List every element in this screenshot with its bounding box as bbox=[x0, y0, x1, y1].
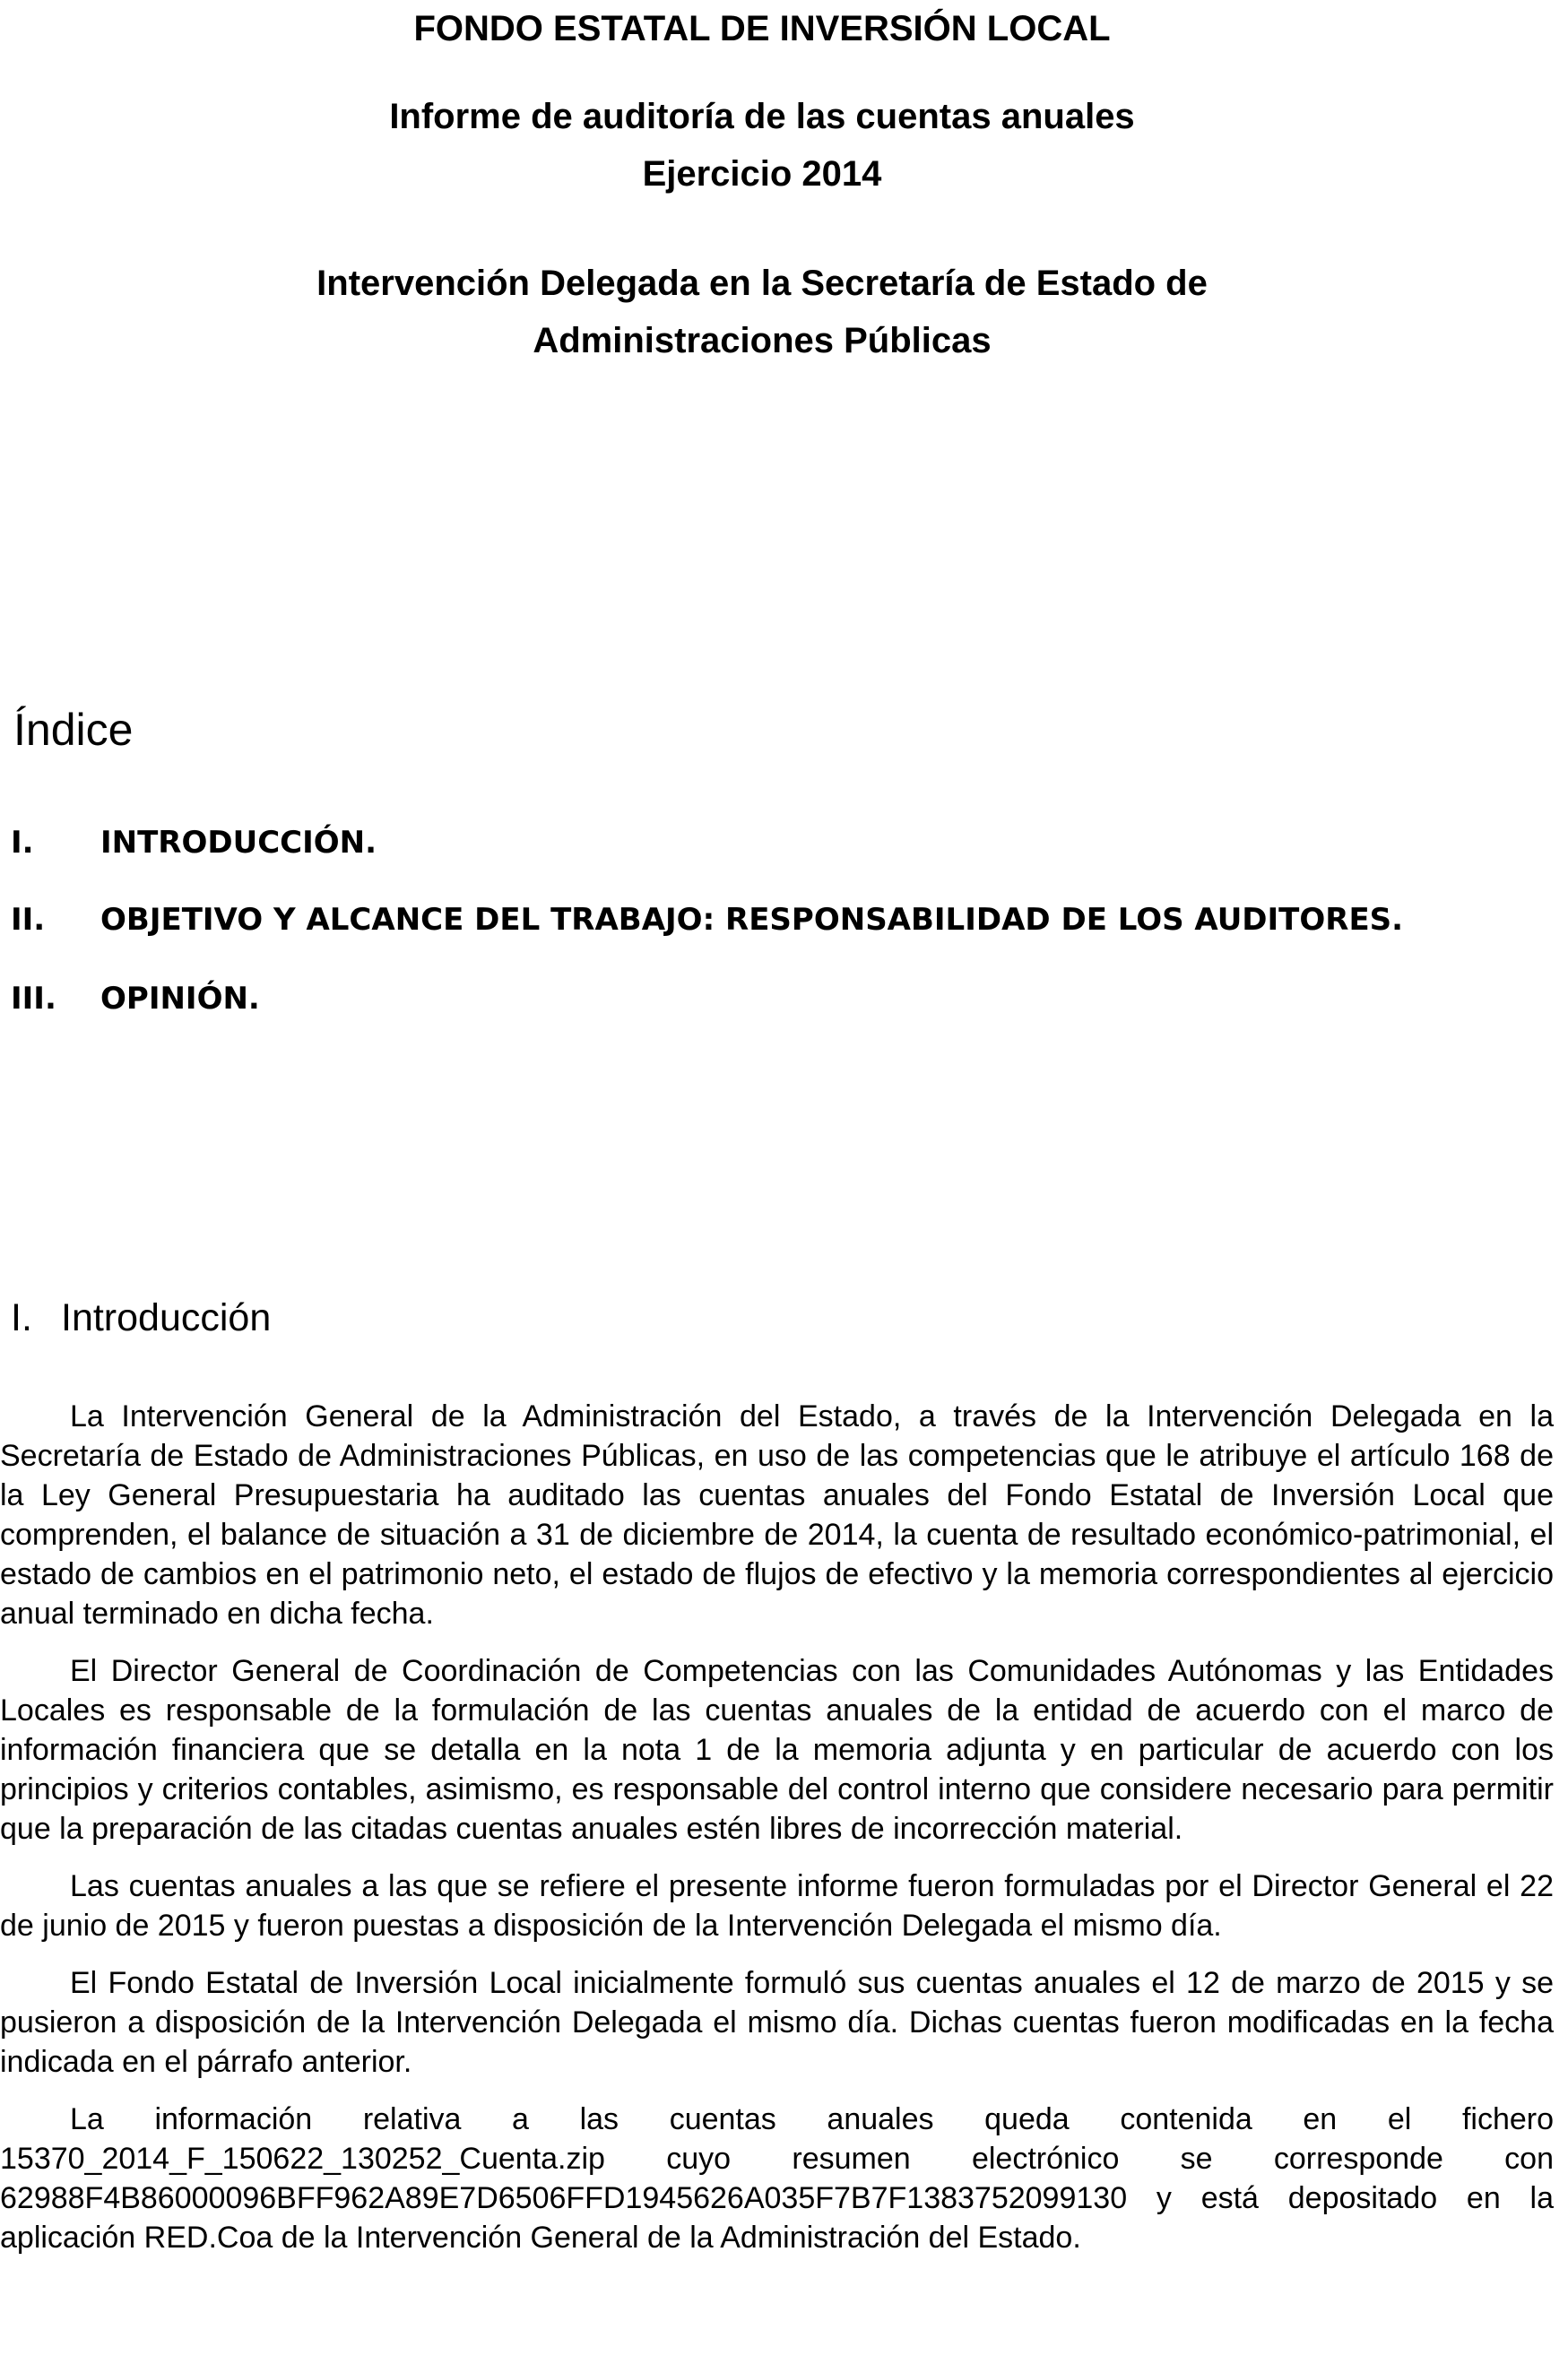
body-paragraph: El Director General de Coordinación de Competencias con las Comunidades Autónomas y las Entidades Locales es responsable de la formulación de las cuentas anuales de la entidad de acuerdo con el marco de información financiera que se detalla en la nota 1 de la memoria adjunta y en particular de acuerdo con los principios y criterios contables, asimismo, es responsable del control interno que considere necesario para permitir que la preparación de las citadas cuentas anuales estén libres de incorrección material. bbox=[0, 1654, 1554, 1846]
toc-item-number: I. bbox=[11, 825, 34, 861]
toc-item-label: INTRODUCCIÓN. bbox=[100, 825, 377, 861]
issuing-body-line1: Intervención Delegada en la Secretaría de Estado de bbox=[316, 264, 1208, 303]
toc-item-number: II. bbox=[11, 902, 46, 938]
section-body bbox=[0, 1397, 1554, 2257]
toc-item-introduccion[interactable] bbox=[11, 819, 377, 866]
fiscal-year: Ejercicio 2014 bbox=[642, 154, 882, 194]
toc-item-number: III. bbox=[11, 981, 56, 1017]
body-paragraph: La información relativa a las cuentas anuales queda contenida en el fichero 15370_2014_F_150622_130252_Cuenta.zip cuyo resumen electrónico se corresponde con 62988F4B86000096BFF962A89E7D6506FFD1945626A035F7B7F1383752099130 y está depositado en la aplicación RED.Coa de la Intervención General de la Administración del Estado. bbox=[0, 2102, 1554, 2255]
toc-item-label: OPINIÓN. bbox=[100, 981, 260, 1017]
toc-item-objetivo[interactable] bbox=[11, 896, 1403, 943]
section-title: Introducción bbox=[61, 1296, 272, 1339]
body-paragraph: Las cuentas anuales a las que se refiere el presente informe fueron formuladas por el Director General el 22 de junio de 2015 y fueron puestas a disposición de la Intervención Delegada el mismo día. bbox=[0, 1869, 1554, 1943]
body-paragraph: El Fondo Estatal de Inversión Local inicialmente formuló sus cuentas anuales el 12 de marzo de 2015 y se pusieron a disposición de la Intervención Delegada el mismo día. Dichas cuentas fueron modificadas en la fecha indicada en el párrafo anterior. bbox=[0, 1966, 1554, 2079]
section-number: I. bbox=[11, 1296, 32, 1339]
body-paragraph: La Intervención General de la Administración del Estado, a través de la Intervención Delegada en la Secretaría de Estado de Administraciones Públicas, en uso de las competencias que le atribuye el artículo 168 de la Ley General Presupuestaria ha auditado las cuentas anuales del Fondo Estatal de Inversión Local que comprenden, el balance de situación a 31 de diciembre de 2014, la cuenta de resultado económico-patrimonial, el estado de cambios en el patrimonio neto, el estado de flujos de efectivo y la memoria correspondientes al ejercicio anual terminado en dicha fecha. bbox=[0, 1399, 1554, 1631]
index-heading: Índice bbox=[13, 705, 134, 755]
section-heading-introduccion bbox=[11, 1289, 271, 1347]
document-title: FONDO ESTATAL DE INVERSIÓN LOCAL bbox=[413, 9, 1111, 48]
toc-item-opinion[interactable] bbox=[11, 975, 260, 1022]
toc-item-label: OBJETIVO Y ALCANCE DEL TRABAJO: RESPONSABILIDAD DE LOS AUDITORES. bbox=[100, 902, 1404, 938]
report-subtitle: Informe de auditoría de las cuentas anuales bbox=[389, 97, 1135, 136]
issuing-body-line2: Administraciones Públicas bbox=[533, 321, 992, 360]
